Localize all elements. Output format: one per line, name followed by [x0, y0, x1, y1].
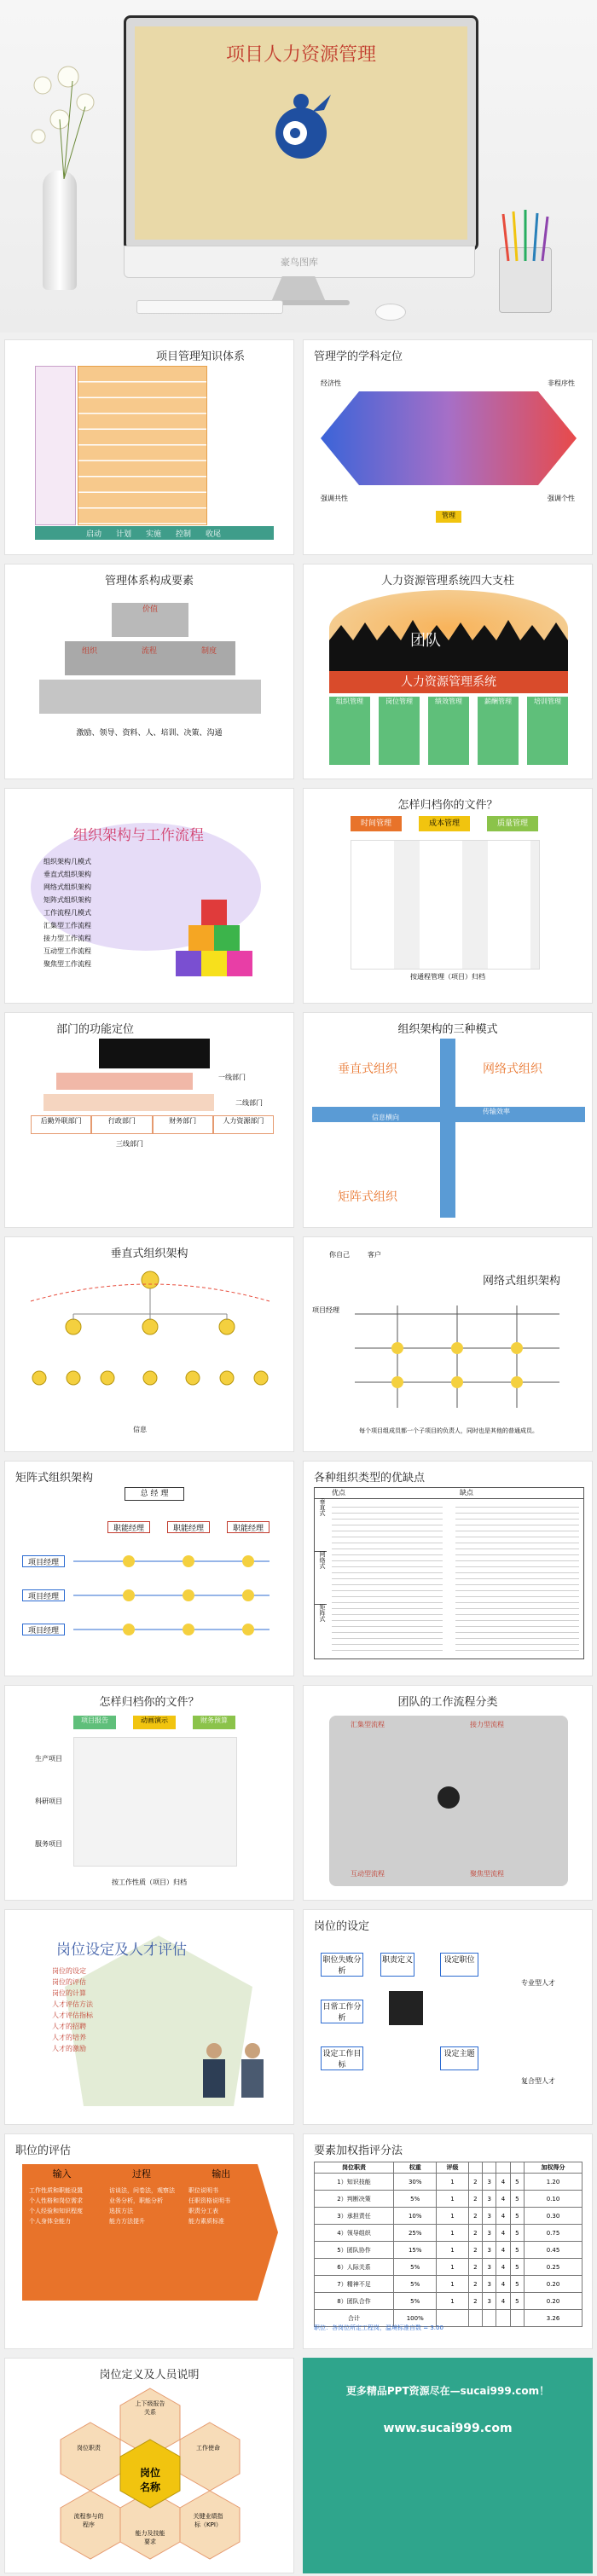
slide-title: 岗位设定及人才评估 — [56, 1942, 187, 1959]
header-cell: 加权得分 — [525, 2162, 583, 2174]
column-head: 质量管理 — [487, 816, 538, 831]
cubes-icon — [176, 900, 278, 988]
hex-label: 能力及技能要求 — [135, 2530, 165, 2545]
eval-header — [22, 2167, 261, 2180]
row-label: 服务项目 — [35, 1840, 62, 1848]
table-cell: 5 — [510, 2174, 524, 2191]
hex-label: 关键业绩指标（KPI） — [193, 2513, 223, 2528]
slide-title: 要素加权指评分法 — [314, 2145, 403, 2157]
hex-label: 工作使命 — [196, 2445, 220, 2452]
pillars — [329, 697, 568, 765]
slide-matrix-org — [4, 1461, 294, 1676]
note-text: 每个项目组成员都一个子项目的负责人，同时也是其他的普通成员。 — [359, 1427, 538, 1434]
header-cell — [510, 2162, 524, 2174]
pillar: 培训管理 — [527, 697, 568, 765]
promo-panel — [303, 2358, 593, 2573]
list-item: 互动型工作流程 — [43, 947, 91, 955]
eye-icon — [438, 1786, 460, 1809]
column-head: 时间管理 — [351, 816, 402, 831]
table-cell: 5 — [510, 2242, 524, 2259]
output-list — [188, 2185, 261, 2226]
table-cell: 3 — [483, 2208, 496, 2225]
mgr-box: 职能经理 — [167, 1521, 210, 1533]
axis-label: 信息横向 — [372, 1114, 399, 1121]
tier-2 — [43, 1094, 214, 1111]
proj-box: 项目经理 — [22, 1555, 65, 1567]
list-item: 个人身体全能力 — [29, 2218, 71, 2225]
slide-title: 怎样归档你的文件？ — [99, 1696, 200, 1709]
phase-label: 收尾 — [206, 530, 222, 539]
chess-icon — [389, 1991, 423, 2025]
slide-weighted-scoring — [303, 2133, 593, 2349]
slide-title: 垂直式组织架构 — [110, 1247, 188, 1260]
people-silhouette — [99, 1039, 210, 1068]
dept-box: 后勤外联部门 — [31, 1115, 91, 1134]
list-item: 聚焦型工作流程 — [43, 960, 91, 968]
slide-title: 组织架构的三种模式 — [397, 1023, 498, 1036]
table-cell: 4 — [496, 2191, 510, 2208]
role-label: 项目经理 — [312, 1306, 339, 1314]
table-cell: 5 — [510, 2225, 524, 2242]
list-item: 网络式组织架构 — [43, 883, 91, 891]
table-cell: 5% — [394, 2276, 437, 2293]
list-item: 人才的激励 — [52, 2045, 86, 2052]
people-icon — [193, 2038, 278, 2110]
table-cell: 8）团队合作 — [315, 2293, 394, 2310]
table-row — [315, 2225, 583, 2242]
team-label: 团队 — [410, 632, 441, 650]
tier-3 — [31, 1115, 274, 1134]
table-cell: 7）精神不足 — [315, 2276, 394, 2293]
table-cell: 2 — [468, 2293, 482, 2310]
table-cell: 0.75 — [525, 2225, 583, 2242]
table-header-row — [315, 2162, 583, 2174]
type-cell: 网络式 — [315, 1551, 327, 1605]
value-block — [112, 603, 188, 637]
list-item: 选拔方法 — [109, 2208, 133, 2214]
slide-workflow-types — [303, 1685, 593, 1901]
header-cell — [468, 2162, 482, 2174]
list-item: 个人经验和知识程度 — [29, 2208, 83, 2214]
table-cell: 1 — [437, 2242, 468, 2259]
table-cell: 1 — [437, 2293, 468, 2310]
block-label: 流程 — [142, 647, 158, 656]
left-bottom-label: 强调共性 — [321, 495, 348, 502]
footer-caption: 按工作性质（项目）归档 — [112, 1878, 187, 1886]
table-cell: 1.20 — [525, 2174, 583, 2191]
slide-network-org — [303, 1236, 593, 1452]
list-item: 工作流程几模式 — [43, 909, 91, 917]
role-label: 客户 — [368, 1251, 381, 1259]
keyboard-icon — [136, 300, 283, 314]
table-cell: 3 — [483, 2174, 496, 2191]
knowledge-grid — [35, 366, 274, 539]
table-cell: 0.30 — [525, 2208, 583, 2225]
list-item: 矩阵式组织架构 — [43, 896, 91, 904]
type-label: 汇集型流程 — [351, 1721, 385, 1728]
table-cell: 3 — [483, 2191, 496, 2208]
flow-box: 职位失败分析 — [321, 1953, 363, 1977]
slide-title: 项目管理知识体系 — [155, 350, 245, 363]
list-item: 岗位的评估 — [52, 1978, 86, 1986]
gradient-arrow — [321, 391, 577, 485]
table-cell: 3 — [483, 2242, 496, 2259]
table-cell: 3 — [483, 2225, 496, 2242]
list-item: 人才的培养 — [52, 2034, 86, 2041]
hero-banner — [0, 0, 597, 333]
cons-text — [455, 1502, 579, 1655]
watermark-text: 豪鸟图库 — [281, 257, 318, 268]
hex-label: 岗位职责 — [77, 2445, 101, 2452]
header-cell: 缺点 — [460, 1489, 473, 1496]
promo-line-1: 更多精品PPT资源尽在—sucai999.com！ — [345, 2385, 550, 2397]
table-cell: 25% — [394, 2225, 437, 2242]
list-item: 岗位的计算 — [52, 1989, 86, 1997]
slide-title: 岗位的设定 — [314, 1920, 370, 1933]
topic-list — [43, 855, 91, 970]
slide-position-definition — [4, 2358, 294, 2573]
hero-title: 项目人力资源管理 — [225, 44, 376, 66]
table-row — [315, 2259, 583, 2276]
footer-caption: 按通程管理（项目）归档 — [410, 973, 485, 981]
column-head: 项目报告 — [73, 1716, 116, 1729]
table-row — [315, 2174, 583, 2191]
table-row — [315, 2208, 583, 2225]
table-cell: 0.20 — [525, 2276, 583, 2293]
phase-bar — [35, 526, 274, 540]
table-cell: 2 — [468, 2208, 482, 2225]
table-cell: 1 — [437, 2191, 468, 2208]
table-cell: 100% — [394, 2310, 437, 2327]
column-head: 财务预算 — [193, 1716, 235, 1729]
table-cell: 2 — [468, 2174, 482, 2191]
dept-box: 财务部门 — [153, 1115, 213, 1134]
table-cell: 2 — [468, 2191, 482, 2208]
vase-icon — [43, 171, 77, 290]
info-label: 信息 — [133, 1426, 147, 1433]
mgr-box: 职能经理 — [107, 1521, 150, 1533]
base-blocks — [39, 680, 261, 714]
system-banner: 人力资源管理系统 — [329, 671, 568, 693]
flow-box: 日常工作分析 — [321, 2000, 363, 2023]
monitor-stand — [271, 276, 326, 302]
input-list — [29, 2185, 101, 2226]
list-item: 任职资格说明书 — [188, 2197, 230, 2204]
slide-title: 怎样归档你的文件？ — [397, 799, 498, 812]
phase-label: 计划 — [116, 530, 132, 539]
type-cell: 矩阵式 — [319, 1604, 326, 1622]
header-cell: 岗位职责 — [315, 2162, 394, 2174]
table-cell: 4）领导组织 — [315, 2225, 394, 2242]
right-bottom-label: 强调个性 — [548, 495, 575, 502]
tier-label: 二线部门 — [235, 1099, 263, 1107]
table-cell: 1 — [437, 2208, 468, 2225]
list-item: 组织架构几模式 — [43, 858, 91, 865]
process-list — [109, 2185, 182, 2226]
column-head: 动画演示 — [133, 1716, 176, 1729]
table-cell: 1 — [437, 2225, 468, 2242]
pillar: 薪酬管理 — [478, 697, 519, 765]
middle-blocks — [65, 641, 235, 675]
slide-title: 人力资源管理系统四大支柱 — [380, 575, 514, 588]
slide-org-structure — [4, 788, 294, 1004]
tier-1 — [56, 1073, 193, 1090]
table-cell: 4 — [496, 2276, 510, 2293]
header-cell — [483, 2162, 496, 2174]
proj-box: 项目经理 — [22, 1624, 65, 1635]
table-cell: 4 — [496, 2259, 510, 2276]
slide-position-evaluation — [4, 2133, 294, 2349]
pencil-cup-icon — [499, 247, 552, 313]
header-cell — [496, 2162, 510, 2174]
list-item: 访谈法，问卷法，观察法 — [109, 2187, 175, 2194]
table-cell: 3.26 — [525, 2310, 583, 2327]
block-label: 组织 — [82, 647, 98, 656]
table-cell — [510, 2310, 524, 2327]
slide-title: 职位的评估 — [15, 2145, 72, 2157]
slide-title: 管理学的学科定位 — [314, 350, 403, 363]
score-table — [314, 2162, 583, 2327]
table-cell — [468, 2310, 482, 2327]
mgr-box: 职能经理 — [227, 1521, 270, 1533]
table-cell: 30% — [394, 2174, 437, 2191]
table-row — [315, 2242, 583, 2259]
type-label: 互动型流程 — [351, 1870, 385, 1878]
table-cell: 0.20 — [525, 2293, 583, 2310]
table-cell: 2 — [468, 2276, 482, 2293]
table-cell: 3 — [483, 2293, 496, 2310]
dept-box: 行政部门 — [91, 1115, 152, 1134]
row-label: 科研项目 — [35, 1797, 62, 1805]
table-cell: 5 — [510, 2293, 524, 2310]
type-label: 接力型流程 — [470, 1721, 504, 1728]
table-cell: 4 — [496, 2242, 510, 2259]
monitor — [124, 15, 478, 251]
pros-text — [332, 1502, 443, 1655]
slide-title: 部门的功能定位 — [56, 1023, 135, 1036]
table-cell: 合计 — [315, 2310, 394, 2327]
slide-knowledge-system — [4, 339, 294, 555]
table-cell: 2 — [468, 2259, 482, 2276]
table-cell: 1）知识技能 — [315, 2174, 394, 2191]
gm-box: 总 经 理 — [125, 1487, 184, 1501]
role-label: 你自己 — [329, 1251, 350, 1259]
flow-box: 职责定义 — [380, 1953, 414, 1977]
table-cell: 2）判断决策 — [315, 2191, 394, 2208]
header-cell: 优点 — [332, 1489, 345, 1496]
flow-box: 设定工作目标 — [321, 2046, 363, 2070]
score-note: 职位：各岗位所定工程岗，温境标准自数 = 3.00 — [314, 2324, 443, 2331]
slide-title: 网络式组织架构 — [483, 1275, 561, 1288]
slide-title: 组织架构与工作流程 — [73, 827, 204, 844]
slide-title: 管理体系构成要素 — [104, 575, 194, 588]
table-cell — [483, 2310, 496, 2327]
list-item: 接力型工作流程 — [43, 935, 91, 942]
list-item: 能力素质标准 — [188, 2218, 224, 2225]
flower-icon — [26, 60, 102, 179]
type-cell: 垂直式 — [315, 1498, 327, 1552]
slide-file-archive-1 — [303, 788, 593, 1004]
center-label: 岗位 名称 — [139, 2467, 160, 2493]
table-cell: 2 — [468, 2242, 482, 2259]
list-item: 垂直式组织架构 — [43, 871, 91, 878]
vertical-axis — [440, 1039, 455, 1218]
slide-four-pillars — [303, 564, 593, 779]
table-cell: 3 — [483, 2259, 496, 2276]
table-cell: 5 — [510, 2276, 524, 2293]
table-cell: 2 — [468, 2225, 482, 2242]
matrix-dots — [73, 1551, 278, 1648]
slide-title: 团队的工作流程分类 — [397, 1696, 498, 1709]
network-grid — [346, 1297, 568, 1420]
list-item: 汇集型工作流程 — [43, 922, 91, 929]
list-item: 职责分工表 — [188, 2208, 218, 2214]
left-top-label: 经济性 — [321, 379, 341, 387]
hex-label: 流程参与的程序 — [73, 2513, 104, 2528]
block-label: 价值 — [142, 605, 158, 614]
hex-label: 上下级报告关系 — [135, 2400, 165, 2416]
pillar: 组织管理 — [329, 697, 370, 765]
table-cell: 1 — [437, 2174, 468, 2191]
slide-position-setting — [303, 1909, 593, 2125]
mode-label: 网络式组织 — [483, 1062, 542, 1076]
right-top-label: 非程序性 — [548, 379, 575, 387]
table-header — [315, 1488, 583, 1499]
grid-cells — [78, 366, 207, 525]
mode-label: 垂直式组织 — [338, 1062, 397, 1076]
table-cell: 4 — [496, 2174, 510, 2191]
table-cell: 0.45 — [525, 2242, 583, 2259]
tier-label: 三线部门 — [116, 1140, 143, 1148]
table-row — [315, 2293, 583, 2310]
promo-link[interactable]: www.sucai999.com — [383, 2422, 513, 2435]
topic-list — [52, 1965, 93, 2054]
proj-box: 项目经理 — [22, 1589, 65, 1601]
table-cell: 4 — [496, 2293, 510, 2310]
table-cell: 0.10 — [525, 2191, 583, 2208]
table-cell: 3 — [483, 2276, 496, 2293]
center-label: 管理 — [436, 511, 461, 523]
pillar: 绩效管理 — [428, 697, 469, 765]
phase-label: 启动 — [86, 530, 102, 539]
table-row — [315, 2276, 583, 2293]
type-label: 聚焦型流程 — [470, 1870, 504, 1878]
phase-label: 实施 — [146, 530, 162, 539]
slide-title: 矩阵式组织架构 — [15, 1472, 94, 1485]
table-cell: 15% — [394, 2242, 437, 2259]
flow-box: 设定主题 — [440, 2046, 478, 2070]
slide-file-archive-2 — [4, 1685, 294, 1901]
header-cell: 评级 — [437, 2162, 468, 2174]
file-grid — [73, 1737, 237, 1867]
pillar: 岗位管理 — [379, 697, 420, 765]
list-item: 业务分析，职能分析 — [109, 2197, 163, 2204]
header-cell: 权重 — [394, 2162, 437, 2174]
table-cell: 0.25 — [525, 2259, 583, 2276]
table-cell: 5 — [510, 2208, 524, 2225]
bottom-caption: 激励、领导、资料、人、培训、决策、沟通 — [76, 729, 223, 738]
rows-column — [35, 366, 76, 525]
talent-label: 专业型人才 — [521, 1979, 555, 1987]
slide-pros-cons — [303, 1461, 593, 1676]
file-grid — [351, 840, 540, 970]
phase-label: 控制 — [176, 530, 192, 539]
slide-three-modes — [303, 1012, 593, 1228]
slide-management-elements — [4, 564, 294, 779]
pros-cons-table — [314, 1487, 584, 1659]
table-cell: 1 — [437, 2259, 468, 2276]
table-cell: 5 — [510, 2259, 524, 2276]
list-item: 能力方法提升 — [109, 2218, 145, 2225]
col-head: 过程 — [131, 2168, 151, 2179]
table-cell: 5）团队协作 — [315, 2242, 394, 2259]
list-item: 个人性格和岗位需求 — [29, 2197, 83, 2204]
table-cell: 6）人际关系 — [315, 2259, 394, 2276]
list-item: 人才的招聘 — [52, 2023, 86, 2030]
list-item: 人才评估指标 — [52, 2012, 93, 2019]
monitor-screen — [135, 26, 467, 240]
tier-label: 一线部门 — [218, 1074, 246, 1081]
list-item: 职位说明书 — [188, 2187, 218, 2194]
table-row — [315, 2191, 583, 2208]
table-cell: 5% — [394, 2259, 437, 2276]
col-head: 输出 — [212, 2168, 231, 2179]
table-cell: 5 — [510, 2191, 524, 2208]
block-label: 制度 — [201, 647, 217, 656]
table-cell: 4 — [496, 2208, 510, 2225]
table-cell: 3）承担责任 — [315, 2208, 394, 2225]
table-cell: 5% — [394, 2293, 437, 2310]
hierarchy-diagram — [22, 1267, 278, 1441]
column-head: 成本管理 — [419, 816, 470, 831]
list-item: 工作性质和职能设置 — [29, 2187, 83, 2194]
col-head: 输入 — [52, 2168, 72, 2179]
talent-label: 复合型人才 — [521, 2077, 555, 2085]
axis-label: 传输效率 — [483, 1108, 510, 1115]
table-cell: 1 — [437, 2276, 468, 2293]
monitor-chin — [124, 246, 475, 278]
mouse-icon — [375, 304, 406, 321]
list-item: 岗位的设定 — [52, 1967, 86, 1975]
dept-box: 人力资源部门 — [213, 1115, 274, 1134]
slide-position-talent — [4, 1909, 294, 2125]
slide-title: 各种组织类型的优缺点 — [314, 1472, 426, 1485]
mode-label: 矩阵式组织 — [338, 1190, 397, 1204]
table-cell: 5% — [394, 2191, 437, 2208]
slide-discipline — [303, 339, 593, 555]
slide-department-role — [4, 1012, 294, 1228]
slide-vertical-org — [4, 1236, 294, 1452]
flow-box: 设定职位 — [440, 1953, 478, 1977]
table-cell: 4 — [496, 2225, 510, 2242]
list-item: 人才评估方法 — [52, 2000, 93, 2008]
slide-title: 岗位定义及人员说明 — [99, 2369, 200, 2382]
table-cell — [496, 2310, 510, 2327]
logo-icon — [263, 86, 339, 163]
row-label: 生产项目 — [35, 1755, 62, 1763]
evaluation-arrow — [22, 2164, 278, 2301]
table-cell: 10% — [394, 2208, 437, 2225]
